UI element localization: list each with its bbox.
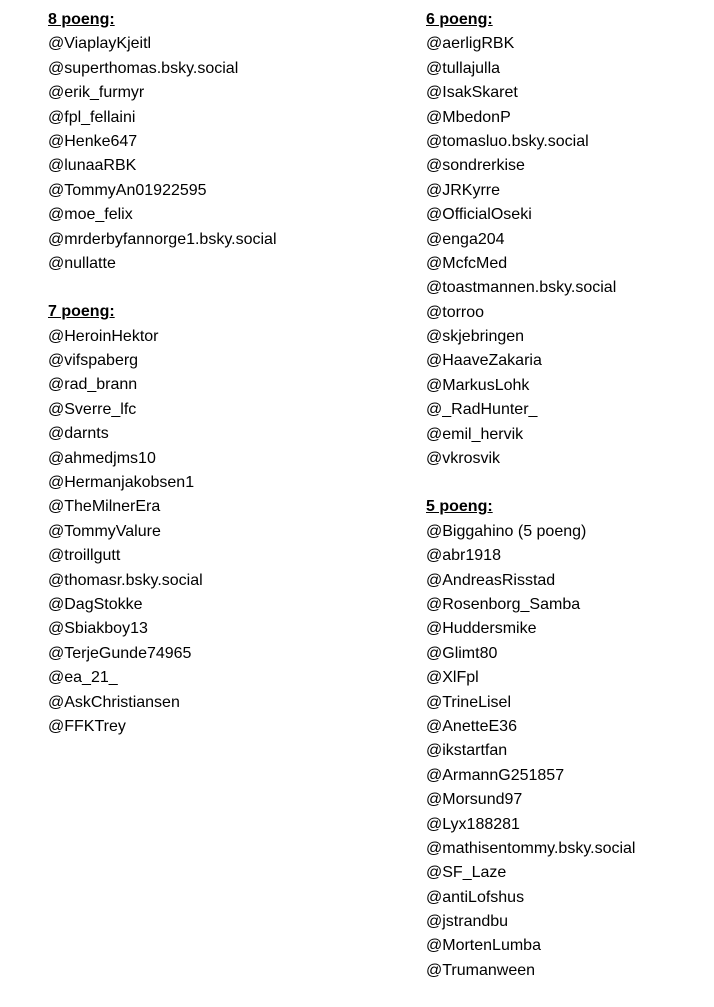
points-group	[426, 8, 706, 471]
list-item: @HeroinHektor	[48, 327, 159, 345]
list-item: @TrineLisel	[426, 693, 512, 711]
list-item: @TommyValure	[48, 522, 161, 540]
list-item: @JRKyrre	[426, 181, 501, 199]
list-item: @Huddersmike	[426, 620, 537, 638]
list-item: @TheMilnerEra	[48, 498, 161, 516]
list-item: @jstrandbu	[426, 913, 509, 931]
list-item: @SF_Laze	[426, 864, 507, 882]
group-heading: 5 poeng:	[426, 498, 493, 516]
list-item: @MarkusLohk	[426, 376, 530, 394]
list-item: @OfficialOseki	[426, 206, 532, 224]
list-item: @thomasr.bsky.social	[48, 571, 203, 589]
list-item: @AndreasRisstad	[426, 571, 556, 589]
list-item: @Sbiakboy13	[48, 620, 148, 638]
list-item: @Hermanjakobsen1	[48, 474, 195, 492]
list-item: @ea_21_	[48, 669, 118, 687]
list-item: @darnts	[48, 425, 109, 443]
list-item: @MbedonP	[426, 108, 511, 126]
list-item: @Lyx188281	[426, 815, 520, 833]
list-item: @HaaveZakaria	[426, 352, 542, 370]
list-item: @antiLofshus	[426, 888, 525, 906]
list-item: @skjebringen	[426, 328, 525, 346]
list-item: @vifspaberg	[48, 352, 139, 370]
list-item: @ArmannG251857	[426, 766, 565, 784]
list-item: @erik_furmyr	[48, 84, 145, 102]
list-item: @Biggahino (5 poeng)	[426, 522, 587, 540]
list-item: @superthomas.bsky.social	[48, 59, 239, 77]
list-item: @emil_hervik	[426, 425, 524, 443]
list-item: @vkrosvik	[426, 450, 501, 468]
list-item: @lunaaRBK	[48, 157, 137, 175]
list-item: @TerjeGunde74965	[48, 644, 192, 662]
left-column	[48, 8, 388, 763]
list-item: @sondrerkise	[426, 157, 525, 175]
points-group	[48, 8, 388, 276]
list-item: @Morsund97	[426, 791, 523, 809]
list-item: @DagStokke	[48, 595, 143, 613]
group-heading: 8 poeng:	[48, 11, 115, 28]
group-heading: 6 poeng:	[426, 11, 493, 28]
list-item: @troillgutt	[48, 547, 121, 565]
list-item: @TommyAn01922595	[48, 181, 207, 199]
right-column	[426, 8, 706, 1007]
list-item: @ikstartfan	[426, 742, 508, 760]
list-item: @rad_brann	[48, 376, 138, 394]
list-item: @_RadHunter_	[426, 401, 538, 419]
list-item: @AnetteE36	[426, 717, 517, 735]
list-item: @Trumanween	[426, 961, 536, 979]
list-item: @mrderbyfannorge1.bsky.social	[48, 230, 277, 248]
group-heading: 7 poeng:	[48, 303, 115, 321]
list-item: @ViaplayKjeitl	[48, 35, 152, 53]
list-item: @AskChristiansen	[48, 693, 180, 711]
list-item: @Henke647	[48, 132, 138, 150]
list-item: @toastmannen.bsky.social	[426, 279, 617, 297]
list-item: @aerligRBK	[426, 35, 515, 53]
list-item: @abr1918	[426, 547, 501, 565]
list-item: @torroo	[426, 303, 485, 321]
list-item: @Sverre_lfc	[48, 400, 137, 418]
list-item: @Rosenborg_Samba	[426, 595, 581, 613]
list-item: @nullatte	[48, 254, 116, 272]
list-item: @tomasluo.bsky.social	[426, 132, 589, 150]
list-item: @moe_felix	[48, 206, 133, 224]
list-item: @enga204	[426, 230, 505, 248]
list-item: @IsakSkaret	[426, 84, 518, 102]
list-item: @XlFpl	[426, 669, 479, 687]
list-item: @tullajulla	[426, 59, 501, 77]
list-item: @mathisentommy.bsky.social	[426, 839, 636, 857]
points-group	[426, 495, 706, 983]
list-item: @McfcMed	[426, 254, 508, 272]
list-item: @MortenLumba	[426, 937, 541, 955]
list-item: @fpl_fellaini	[48, 108, 136, 126]
list-item: @Glimt80	[426, 644, 498, 662]
list-item: @ahmedjms10	[48, 449, 156, 467]
list-item: @FFKTrey	[48, 717, 126, 735]
points-group	[48, 300, 388, 739]
